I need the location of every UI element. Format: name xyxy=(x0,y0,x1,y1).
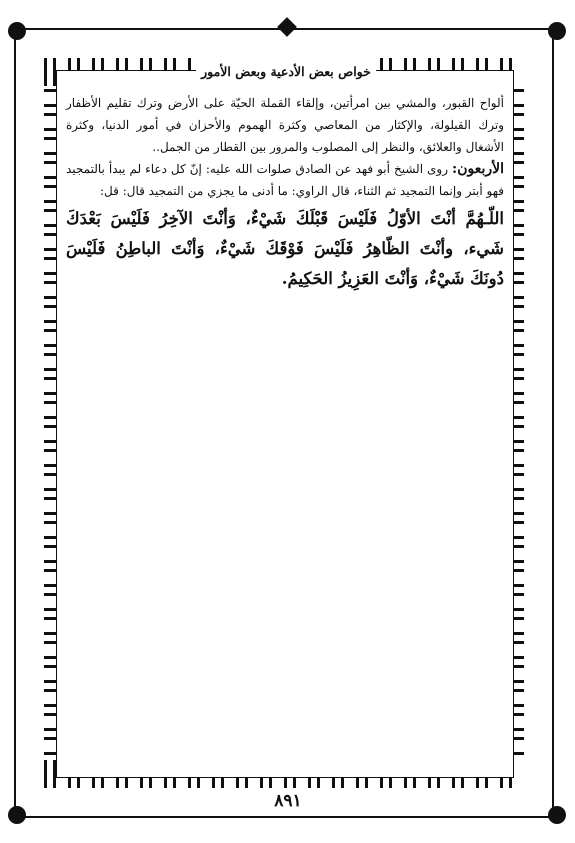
corner-ornament-top-left xyxy=(8,22,26,40)
hadith-text: روى الشيخ أبو فهد عن الصادق صلوات الله عليه: إنّ كل دعاء لم يبدأ بالتمجيد فهو أبتر وإنما التمجيد ثم الثناء، قال الراوي: ما أدنى ما يجزي من التمجيد قال: قل: xyxy=(66,162,504,198)
paragraph-hadith xyxy=(66,158,504,202)
section-lead: الأربعون: xyxy=(452,161,504,177)
corner-ornament-bottom-left xyxy=(8,806,26,824)
supplication-text: اللّـهُمَّ أنْتَ الأوّلُ فَلَيْسَ قَبْلَكَ شَيْءٌ، وَأنْتَ الآخِرُ فَلَيْسَ بَعْدَكَ شَيء، وأنْتَ الظّاهِرُ فَلَيْسَ فَوْقَكَ شَيْءٌ، وَأنْتَ الباطِنُ فَلَيْسَ دُونَكَ شَيْءٌ، وَأنْتَ العَزِيزُ الحَكِيمُ. xyxy=(66,209,504,288)
corner-ornament-bottom-right xyxy=(548,806,566,824)
paragraph: ألواح القبور، والمشي بين امرأتين، وإلقاء القملة الحيّة على الأرض وترك تقليم الأظفار وترك القيلولة، والإكثار من المعاصي وكثرة الهموم والأحزان في أمور الدنيا، وكثرة الأشغال والعلائق، والنظر إلى المصلوب والمرور بين القطار من الجمل.. xyxy=(66,96,504,154)
corner-ornament-top-right xyxy=(548,22,566,40)
page-number-text: ٨٩١ xyxy=(274,791,302,811)
page-content xyxy=(66,92,504,294)
page-number xyxy=(250,788,326,814)
header-title: خواص بعض الأدعية وبعض الأمور xyxy=(201,63,371,79)
running-header xyxy=(196,58,376,84)
